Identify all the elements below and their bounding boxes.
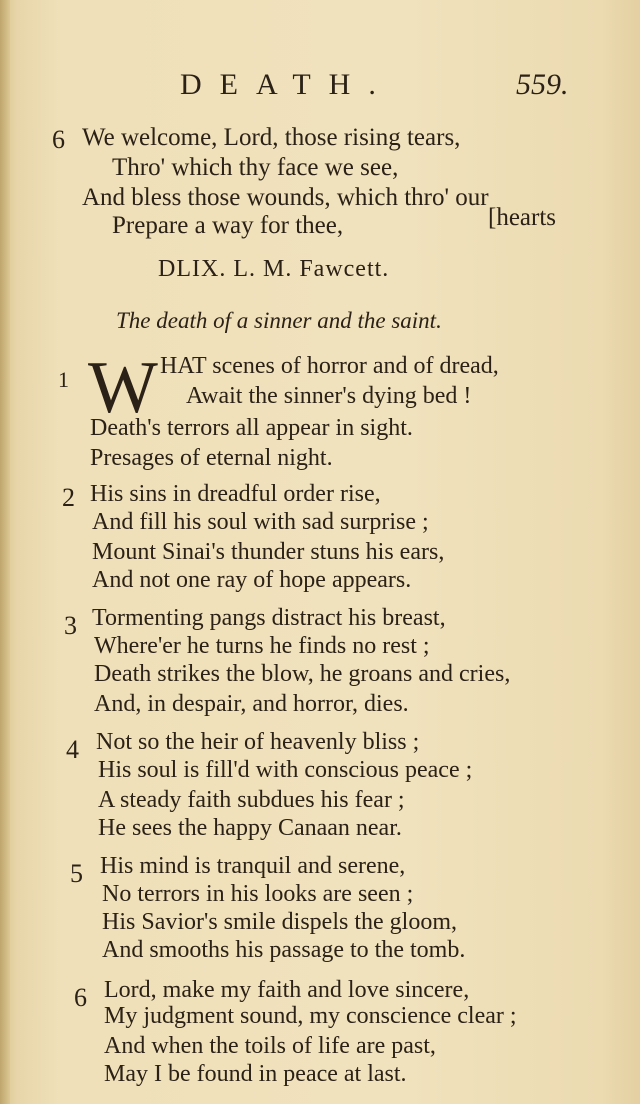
verse-line: And bless those wounds, which thro' our: [82, 184, 489, 211]
verse-line: His mind is tranquil and serene,: [100, 853, 406, 879]
verse-line: Death strikes the blow, he groans and cries,: [94, 661, 511, 687]
verse-line: Mount Sinai's thunder stuns his ears,: [92, 539, 445, 565]
verse-line: His Savior's smile dispels the gloom,: [102, 909, 457, 935]
page-header: [0, 68, 640, 108]
verse-line: Not so the heir of heavenly bliss ;: [96, 729, 420, 755]
drop-cap: W: [88, 347, 158, 429]
verse-turnover: [hearts: [488, 204, 557, 231]
verse-line: And, in despair, and horror, dies.: [94, 691, 409, 717]
page-gutter: [0, 0, 10, 1104]
verse-line: We welcome, Lord, those rising tears,: [82, 124, 461, 151]
running-head: DEATH.: [180, 68, 394, 101]
hymn-title: DLIX. L. M. Fawcett.: [158, 256, 390, 282]
stanza-number: 4: [66, 735, 79, 764]
stanza-number: 2: [62, 483, 75, 512]
stanza-number: 6: [74, 983, 87, 1012]
verse-line: And smooths his passage to the tomb.: [102, 937, 466, 963]
verse-line: Prepare a way for thee,: [112, 212, 344, 239]
verse-line: No terrors in his looks are seen ;: [102, 881, 414, 907]
verse-line: Lord, make my faith and love sincere,: [104, 977, 470, 1003]
stanza-number: 1: [58, 367, 69, 392]
verse-line: A steady faith subdues his fear ;: [98, 787, 405, 813]
verse-line: Where'er he turns he finds no rest ;: [94, 633, 430, 659]
verse-line: And not one ray of hope appears.: [92, 567, 412, 593]
stanza-number: 3: [64, 611, 77, 640]
verse-line: May I be found in peace at last.: [104, 1061, 407, 1087]
verse-line: Await the sinner's dying bed !: [186, 383, 472, 409]
hymn-subtitle: The death of a sinner and the saint.: [116, 308, 442, 333]
verse-line: My judgment sound, my conscience clear ;: [104, 1003, 517, 1029]
verse-line: And when the toils of life are past,: [104, 1033, 436, 1059]
verse-line: His sins in dreadful order rise,: [90, 481, 381, 507]
page-number: 559.: [516, 68, 569, 101]
stanza-number: 5: [70, 859, 83, 888]
verse-line: Death's terrors all appear in sight.: [90, 415, 413, 441]
verse-line: He sees the happy Canaan near.: [98, 815, 402, 841]
verse-line: His soul is fill'd with conscious peace ;: [98, 757, 473, 783]
verse-line: Tormenting pangs distract his breast,: [92, 605, 446, 631]
stanza-number: 6: [52, 125, 65, 154]
verse-line: HAT scenes of horror and of dread,: [160, 353, 499, 379]
verse-line: And fill his soul with sad surprise ;: [92, 509, 429, 535]
verse-line: Presages of eternal night.: [90, 445, 333, 471]
verse-line: Thro' which thy face we see,: [112, 154, 399, 181]
